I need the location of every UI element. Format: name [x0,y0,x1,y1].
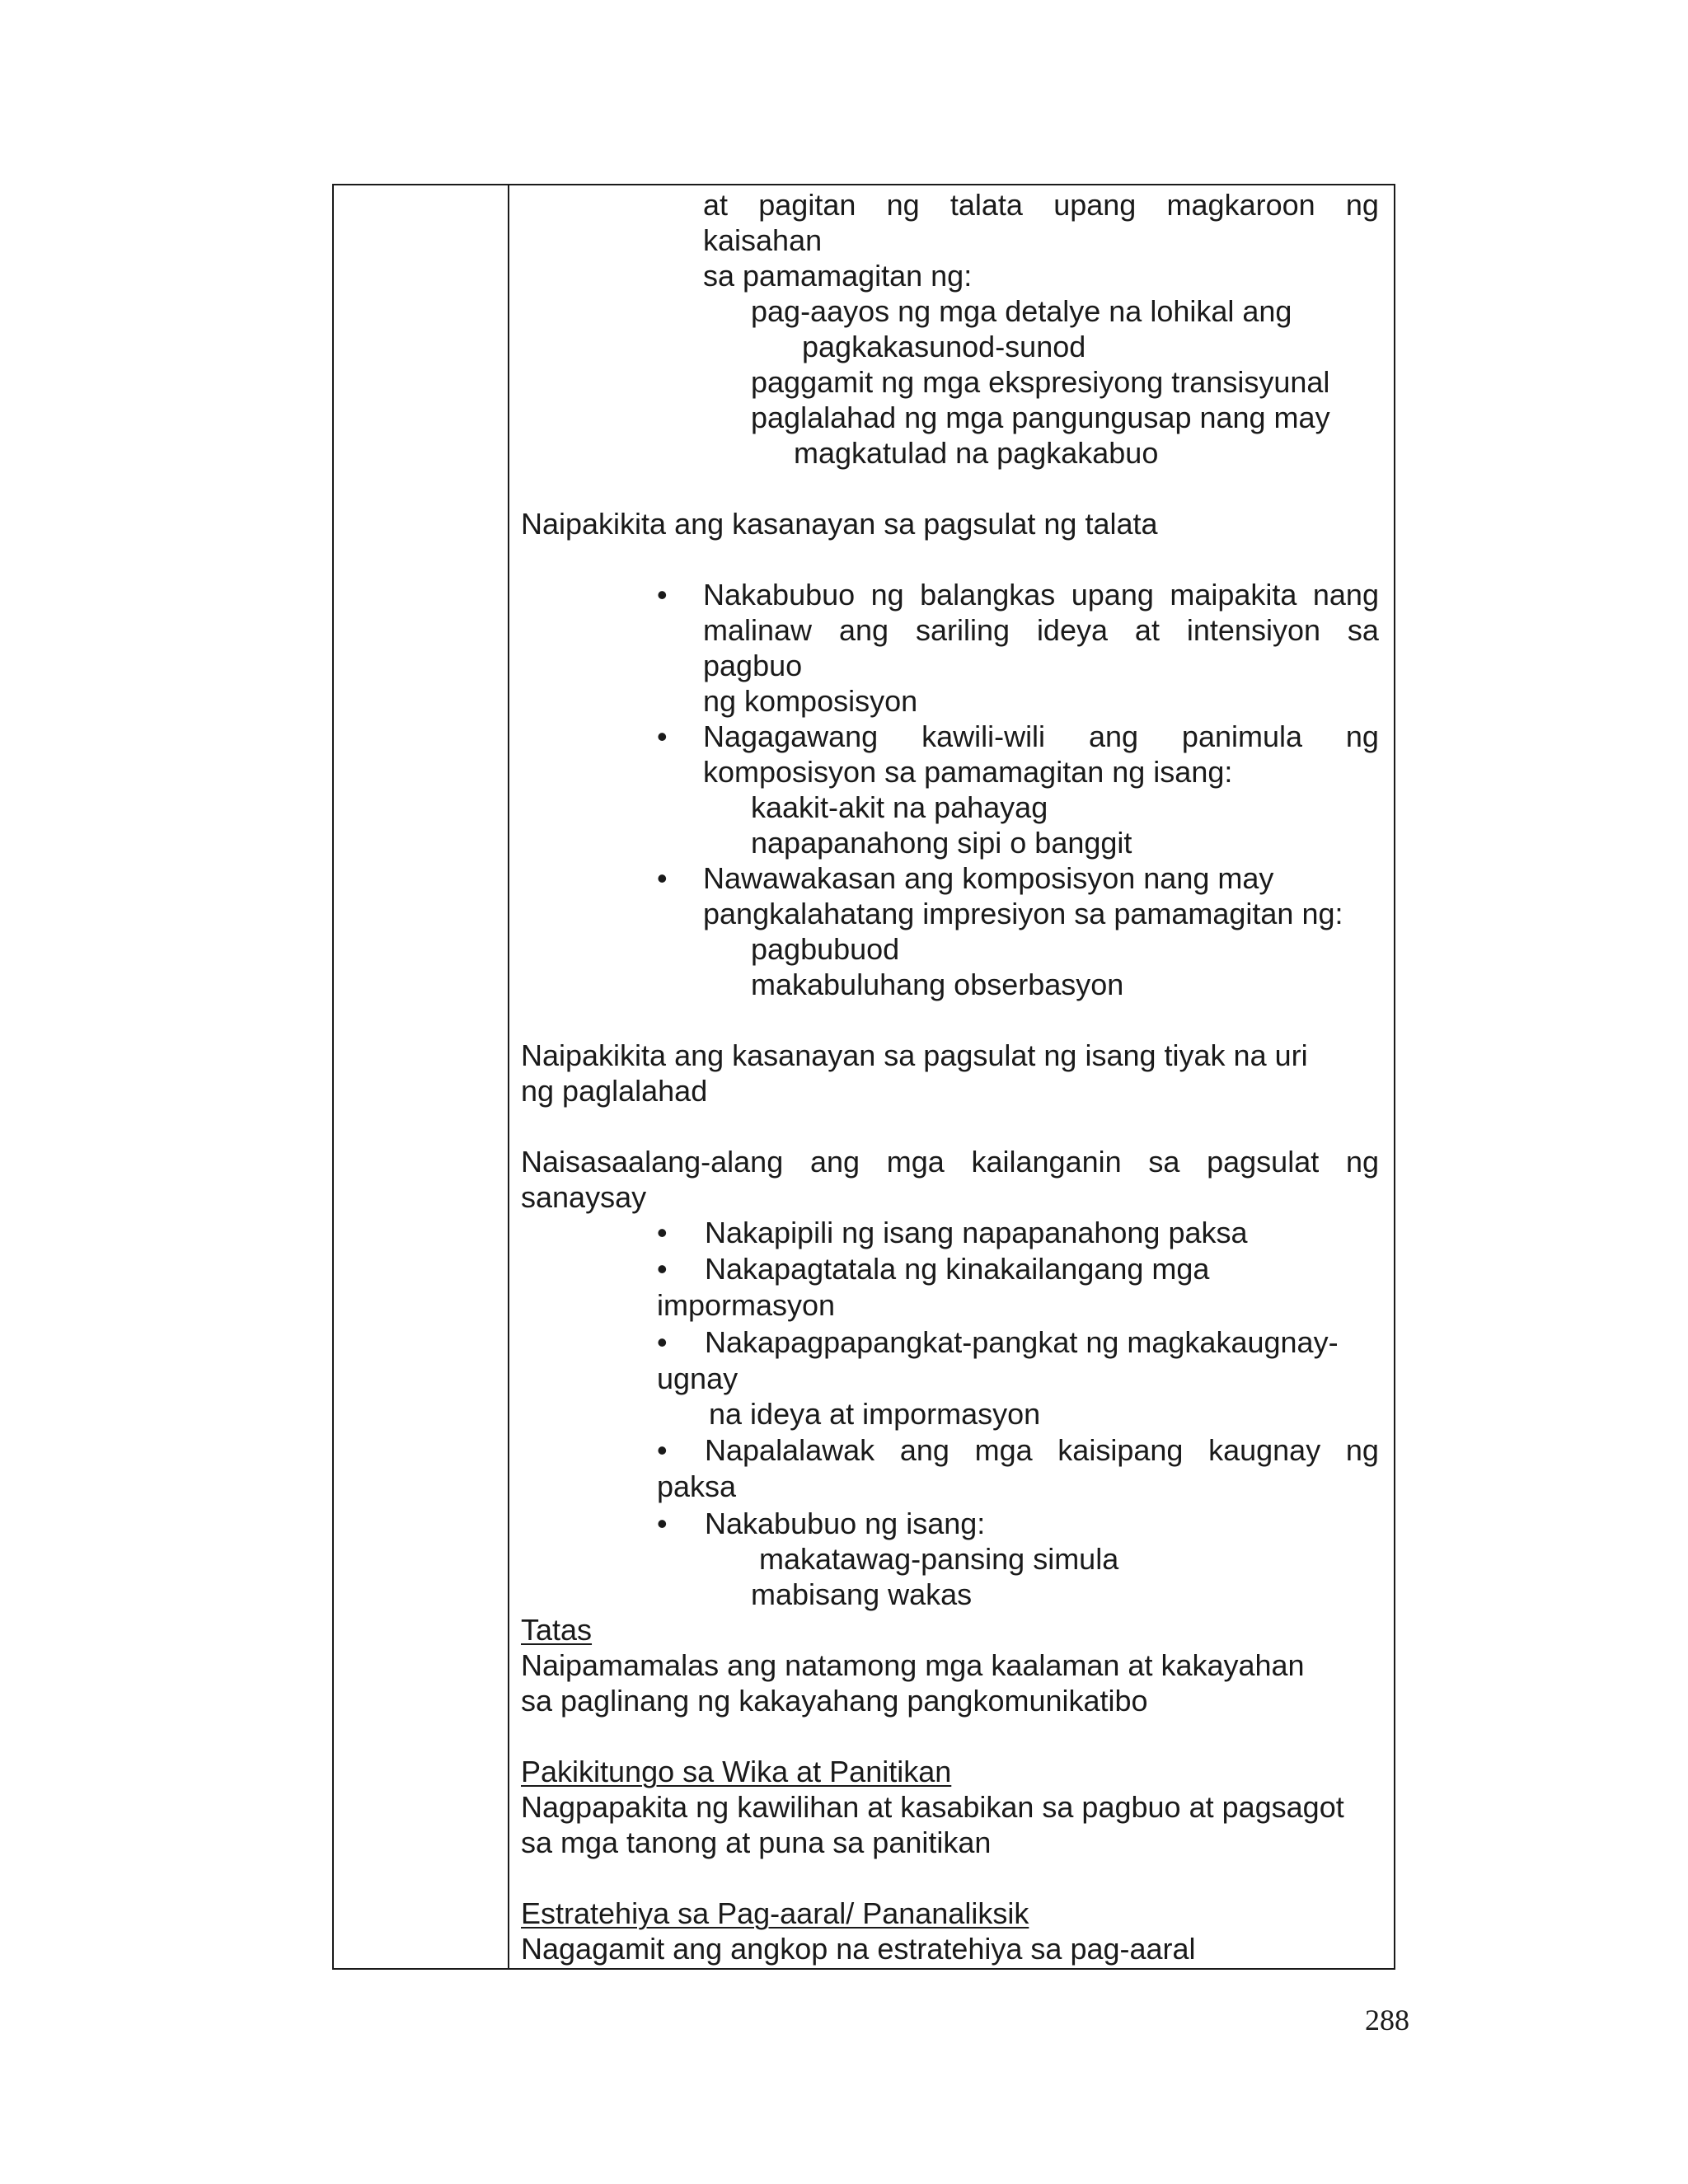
sanaysay-item2-line1: Nakapagtatala ng kinakailangang mga [705,1252,1210,1286]
talata-item3-sub2: makabuluhang obserbasyon [751,968,1124,1001]
page-number: 288 [1365,2004,1409,2036]
bullet-icon: • [657,1216,668,1249]
column-divider [508,185,509,1968]
talata-item1-line4: ng komposisyon [703,684,918,718]
talata-item1-line3: pagbuo [703,649,803,682]
pakikitungo-line1: Nagpapakita ng kawilihan at kasabikan sa pagbuo at pagsagot [521,1790,1344,1824]
talata-item2-line2: komposisyon sa pamamagitan ng isang: [703,755,1233,789]
bullet-icon: • [657,861,668,895]
bullet-icon: • [657,1433,668,1467]
sanaysay-item4-line2: paksa [657,1469,737,1503]
bullet-icon: • [657,1325,668,1359]
block1-line5: pagkakasunod-sunod [802,330,1086,363]
talata-item3-sub1: pagbubuod [751,932,900,966]
block1-line7: paglalahad ng mga pangungusap nang may [751,401,1330,434]
talata-heading: Naipakikita ang kasanayan sa pagsulat ng talata [521,507,1158,541]
tatas-line2: sa paglinang ng kakayahang pangkomunikatibo [521,1684,1148,1718]
talata-item1-line1: Nakabubuo ng balangkas upang maipakita nang [703,578,1379,612]
talata-item1-line2: malinaw ang sariling ideya at intensiyon sa [703,613,1379,647]
bullet-icon: • [657,719,668,753]
sanaysay-item3-line2: ugnay [657,1361,738,1395]
block1-line8: magkatulad na pagkakabuo [794,436,1159,470]
estratehiya-line1: Nagagamit ang angkop na estratehiya sa pag-aaral [521,1932,1196,1966]
sanaysay-item5-sub1: makatawag-pansing simula [759,1542,1119,1576]
sanaysay-item3-line3: na ideya at impormasyon [709,1397,1041,1431]
sanaysay-item5-sub2: mabisang wakas [751,1577,973,1611]
block1-line1: at pagitan ng talata upang magkaroon ng [703,188,1379,222]
sanaysay-item2-line2: impormasyon [657,1288,836,1322]
block1-line3: sa pamamagitan ng: [703,259,973,293]
paglalahad-line1: Naipakikita ang kasanayan sa pagsulat ng isang tiyak na uri [521,1038,1308,1072]
block1-line4: pag-aayos ng mga detalye na lohikal ang [751,294,1292,328]
sanaysay-item1: Nakapipili ng isang napapanahong paksa [705,1216,1248,1249]
bullet-icon: • [657,578,668,612]
block1-line6: paggamit ng mga ekspresiyong transisyunal [751,365,1330,399]
sanaysay-heading-line1: Naisasaalang-alang ang mga kailanganin sa pagsulat ng [521,1145,1379,1179]
sanaysay-heading-line2: sanaysay [521,1180,647,1214]
tatas-title: Tatas [521,1613,593,1647]
talata-item3-line2: pangkalahatang impresiyon sa pamamagitan ng: [703,897,1343,930]
block1-line2: kaisahan [703,223,823,257]
pakikitungo-line2: sa mga tanong at puna sa panitikan [521,1825,992,1859]
sanaysay-item4-line1: Napalalawak ang mga kaisipang kaugnay ng [705,1433,1379,1467]
talata-item2-line1: Nagagawang kawili-wili ang panimula ng [703,719,1379,753]
pakikitungo-title: Pakikitungo sa Wika at Panitikan [521,1755,952,1788]
estratehiya-title: Estratehiya sa Pag-aaral/ Pananaliksik [521,1896,1029,1930]
talata-item2-sub1: kaakit-akit na pahayag [751,790,1048,824]
bullet-icon: • [657,1252,668,1286]
sanaysay-item3-line1: Nakapagpapangkat-pangkat ng magkakaugnay- [705,1325,1339,1359]
sanaysay-item5: Nakabubuo ng isang: [705,1507,986,1540]
talata-item3-line1: Nawawakasan ang komposisyon nang may [703,861,1274,895]
tatas-line1: Naipamamalas ang natamong mga kaalaman at kakayahan [521,1648,1305,1682]
bullet-icon: • [657,1507,668,1540]
talata-item2-sub2: napapanahong sipi o banggit [751,826,1132,860]
paglalahad-line2: ng paglalahad [521,1074,708,1108]
